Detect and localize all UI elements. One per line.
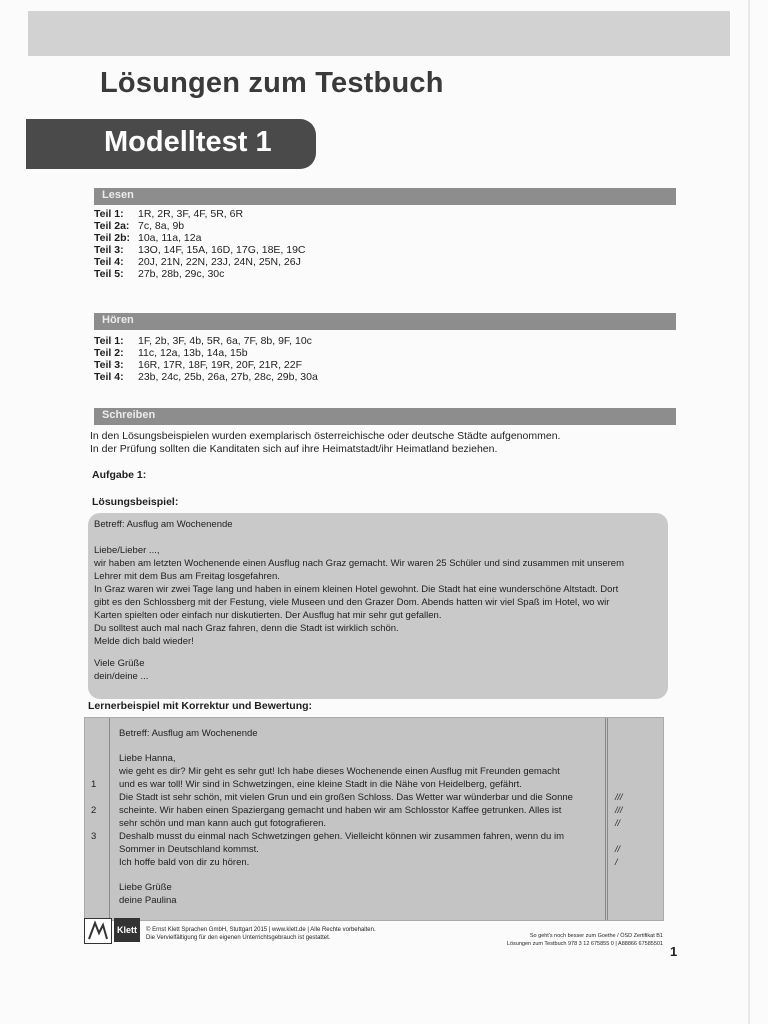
letter-line: Liebe Hanna, <box>119 753 176 764</box>
answer-row: Teil 1: 1R, 2R, 3F, 4F, 5R, 6R <box>94 208 244 220</box>
lesen-answers <box>94 208 306 280</box>
section-bar-schreiben <box>94 408 676 425</box>
column-divider <box>605 718 606 920</box>
grade-mark: / <box>615 857 618 867</box>
answer-row: Teil 3: 13O, 14F, 15A, 16D, 17G, 18E, 19C <box>94 244 306 256</box>
lernerbeispiel-heading: Lernerbeispiel mit Korrektur und Bewertung: <box>88 700 313 712</box>
answer-row: Teil 4: 20J, 21N, 22N, 23J, 24N, 25N, 26J <box>94 256 301 268</box>
margin-mark: 3 <box>91 831 97 842</box>
letter-line: wie geht es dir? Mir geht es sehr gut! Ich habe dieses Wochenende einen Ausflug mit Freunden gemacht <box>119 766 560 777</box>
schreiben-intro <box>90 430 690 456</box>
intro-line: In der Prüfung sollten die Kanditaten sich auf ihre Heimatstadt/ihr Heimatland beziehen. <box>90 443 498 455</box>
letter-line: Liebe/Lieber ..., <box>94 545 160 556</box>
scan-edge <box>748 0 750 1024</box>
letter-line: Liebe Grüße <box>119 882 172 893</box>
test-title: Modelltest 1 <box>104 126 272 158</box>
footer-copyright: © Ernst Klett Sprachen GmbH, Stuttgart 2015 | www.klett.de | Alle Rechte vorbehalten. Die Vervielfältigung für den eigenen Unterrichtsgebrauch ist gestattet. <box>146 927 376 941</box>
footer-book-info: So geht's noch besser zum Goethe / ÖSD Zertifikat B1 Lösungen zum Testbuch 978 3 12 675855 0 | A88866 67585501 <box>506 933 663 947</box>
answer-row: Teil 4: 23b, 24c, 25b, 26a, 27b, 28c, 29b, 30a <box>94 371 318 383</box>
letter-line: sehr schön und man kann auch gut fotografieren. <box>119 818 327 829</box>
letter-line: Ich hoffe bald von dir zu hören. <box>119 857 250 868</box>
answer-row: Teil 5: 27b, 28b, 29c, 30c <box>94 268 225 280</box>
letter-line: Sommer in Deutschland kommst. <box>119 844 259 855</box>
page-number: 1 <box>670 944 678 959</box>
header-band <box>28 11 730 56</box>
loesungsbeispiel-heading: Lösungsbeispiel: <box>92 496 179 508</box>
section-title-lesen: Lesen <box>102 189 134 201</box>
column-divider <box>109 718 110 920</box>
answer-row: Teil 2a: 7c, 8a, 9b <box>94 220 185 232</box>
answer-row: Teil 2: 11c, 12a, 13b, 14a, 15b <box>94 347 248 359</box>
klett-wordmark: Klett <box>114 918 140 942</box>
letter-line: scheinte. Wir haben einen Spaziergang gemacht und haben wir am Schlosstor Kaffee getrunken. Alles ist <box>119 805 562 816</box>
letter-line: Du solltest auch mal nach Graz fahren, denn die Stadt ist wirklich schön. <box>94 623 399 634</box>
publisher-logo <box>84 918 140 942</box>
section-bar-hoeren <box>94 313 676 330</box>
letter-line: In Graz waren wir zwei Tage lang und haben in einem kleinen Hotel gewohnt. Die Stadt hat eine wunderschöne Altstadt. Dort <box>94 584 619 595</box>
hoeren-answers <box>94 335 318 383</box>
section-title-hoeren: Hören <box>102 314 134 326</box>
letter-line: wir haben am letzten Wochenende einen Ausflug nach Graz gemacht. Wir waren 25 Schüler und sind zusammen mit unserem <box>94 558 624 569</box>
grade-mark: /// <box>615 805 623 815</box>
section-title-schreiben: Schreiben <box>102 409 156 421</box>
sample-letter <box>88 513 668 699</box>
grade-mark: // <box>615 844 621 854</box>
letter-line: dein/deine ... <box>94 671 149 682</box>
intro-line: In den Lösungsbeispielen wurden exemplarisch österreichische oder deutsche Städte aufgenommen. <box>90 430 561 442</box>
letter-line: Die Stadt ist sehr schön, mit vielen Grun und ein großen Schloss. Das Wetter war wünderbar und die Sonne <box>119 792 573 803</box>
letter-line: Betreff: Ausflug am Wochenende <box>119 728 258 739</box>
letter-line: Deshalb musst du einmal nach Schwetzingen gehen. Vielleicht können wir zusammen fahren, wenn du im <box>119 831 564 842</box>
letter-line: Betreff: Ausflug am Wochenende <box>94 519 233 530</box>
column-divider <box>607 718 608 920</box>
answer-row: Teil 2b: 10a, 11a, 12a <box>94 232 202 244</box>
document-title: Lösungen zum Testbuch <box>100 67 444 99</box>
klett-symbol-icon <box>84 918 112 944</box>
letter-line: deine Paulina <box>119 895 177 906</box>
grade-mark: // <box>615 818 621 828</box>
section-bar-lesen <box>94 188 676 205</box>
letter-line: Melde dich bald wieder! <box>94 636 194 647</box>
answer-row: Teil 1: 1F, 2b, 3F, 4b, 5R, 6a, 7F, 8b, 9F, 10c <box>94 335 312 347</box>
letter-line: und es war toll! Wir sind in Schwetzingen, eine kleine Stadt in die Nähe von Heidelberg, gefährt. <box>119 779 522 790</box>
letter-line: Lehrer mit dem Bus am Freitag losgefahren. <box>94 571 280 582</box>
aufgabe-heading: Aufgabe 1: <box>92 469 147 481</box>
test-banner <box>26 119 316 169</box>
letter-line: gibt es den Schlossberg mit der Festung, viele Museen und den Grazer Dom. Abends hatten wir viel Spaß im Hotel, wo wir <box>94 597 610 608</box>
learner-letter <box>84 717 664 921</box>
grade-mark: /// <box>615 792 623 802</box>
margin-mark: 2 <box>91 805 97 816</box>
letter-line: Karten spielten oder einfach nur diskutierten. Der Ausflug hat mir sehr gut gefallen. <box>94 610 442 621</box>
letter-line: Viele Grüße <box>94 658 145 669</box>
margin-mark: 1 <box>91 779 97 790</box>
answer-row: Teil 3: 16R, 17R, 18F, 19R, 20F, 21R, 22F <box>94 359 303 371</box>
